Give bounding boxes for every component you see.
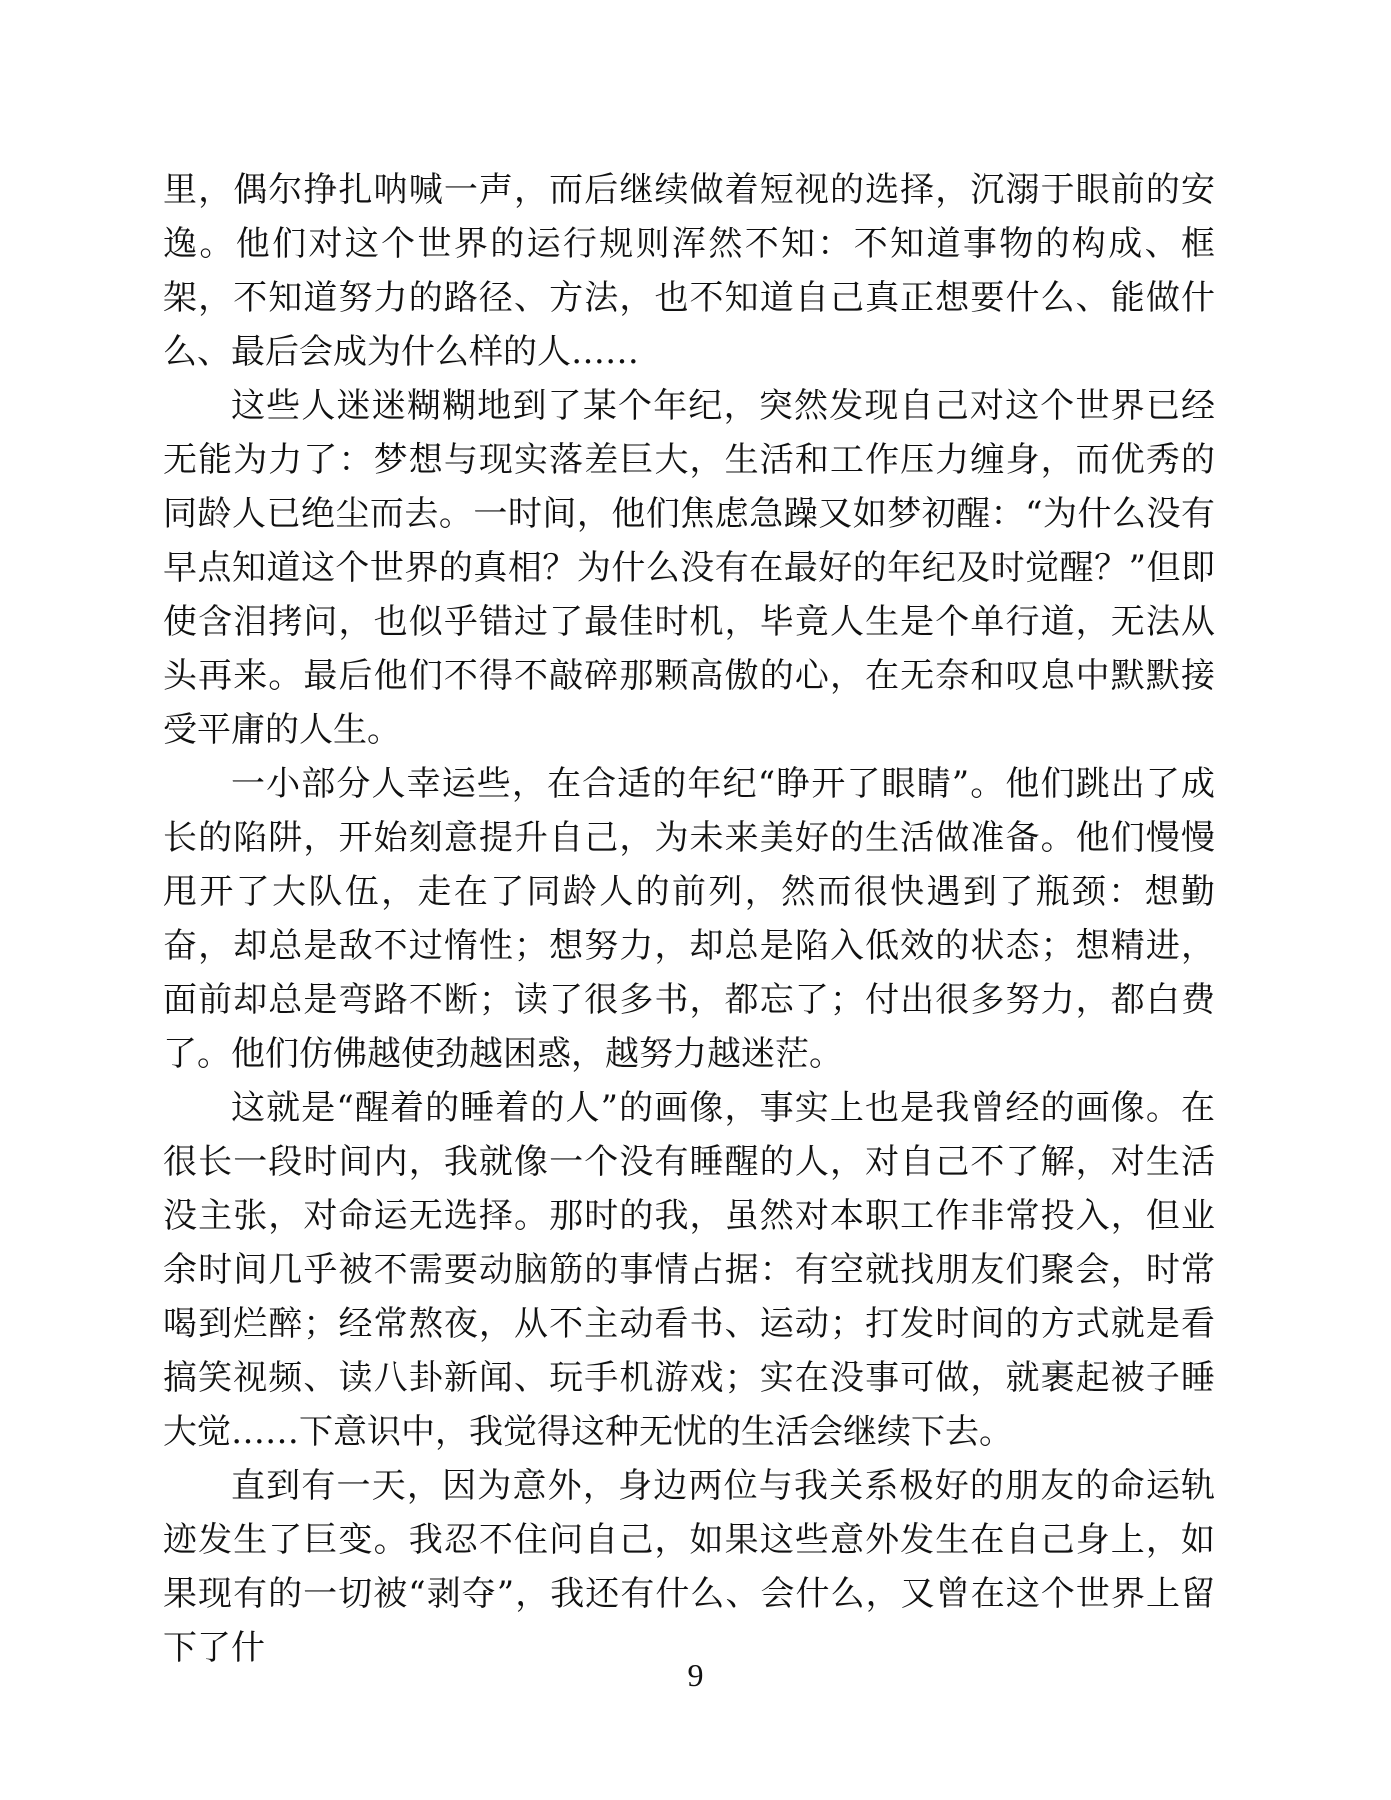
paragraph-3: 一小部分人幸运些，在合适的年纪“睁开了眼睛”。他们跳出了成长的陷阱，开始刻意提升自己，为未来美好的生活做准备。他们慢慢甩开了大队伍，走在了同龄人的前列，然而很快遇到了瓶颈：想勤奋，却总是敌不过惰性；想努力，却总是陷入低效的状态；想精进，面前却总是弯路不断；读了很多书，都忘了；付出很多努力，都白费了。他们仿佛越使劲越困惑，越努力越迷茫。 — [163, 764, 1215, 1074]
paragraph-2: 这些人迷迷糊糊地到了某个年纪，突然发现自己对这个世界已经无能为力了：梦想与现实落差巨大，生活和工作压力缠身，而优秀的同龄人已绝尘而去。一时间，他们焦虑急躁又如梦初醒：“为什么没有早点知道这个世界的真相？为什么没有在最好的年纪及时觉醒？”但即使含泪拷问，也似乎错过了最佳时机，毕竟人生是个单行道，无法从头再来。最后他们不得不敲碎那颗高傲的心，在无奈和叹息中默默接受平庸的人生。 — [163, 386, 1215, 750]
paragraph-1: 里，偶尔挣扎呐喊一声，而后继续做着短视的选择，沉溺于眼前的安逸。他们对这个世界的运行规则浑然不知：不知道事物的构成、框架，不知道努力的路径、方法，也不知道自己真正想要什么、能做什么、最后会成为什么样的人…… — [163, 170, 1215, 372]
body-text — [163, 163, 1215, 1675]
paragraph-5: 直到有一天，因为意外，身边两位与我关系极好的朋友的命运轨迹发生了巨变。我忍不住问自己，如果这些意外发生在自己身上，如果现有的一切被“剥夺”，我还有什么、会什么，又曾在这个世界上留下了什 — [163, 1466, 1215, 1668]
paragraph-4: 这就是“醒着的睡着的人”的画像，事实上也是我曾经的画像。在很长一段时间内，我就像一个没有睡醒的人，对自己不了解，对生活没主张，对命运无选择。那时的我，虽然对本职工作非常投入，但业余时间几乎被不需要动脑筋的事情占据：有空就找朋友们聚会，时常喝到烂醉；经常熬夜，从不主动看书、运动；打发时间的方式就是看搞笑视频、读八卦新闻、玩手机游戏；实在没事可做，就裹起被子睡大觉……下意识中，我觉得这种无忧的生活会继续下去。 — [163, 1088, 1215, 1452]
page-number: 9 — [687, 1657, 704, 1693]
